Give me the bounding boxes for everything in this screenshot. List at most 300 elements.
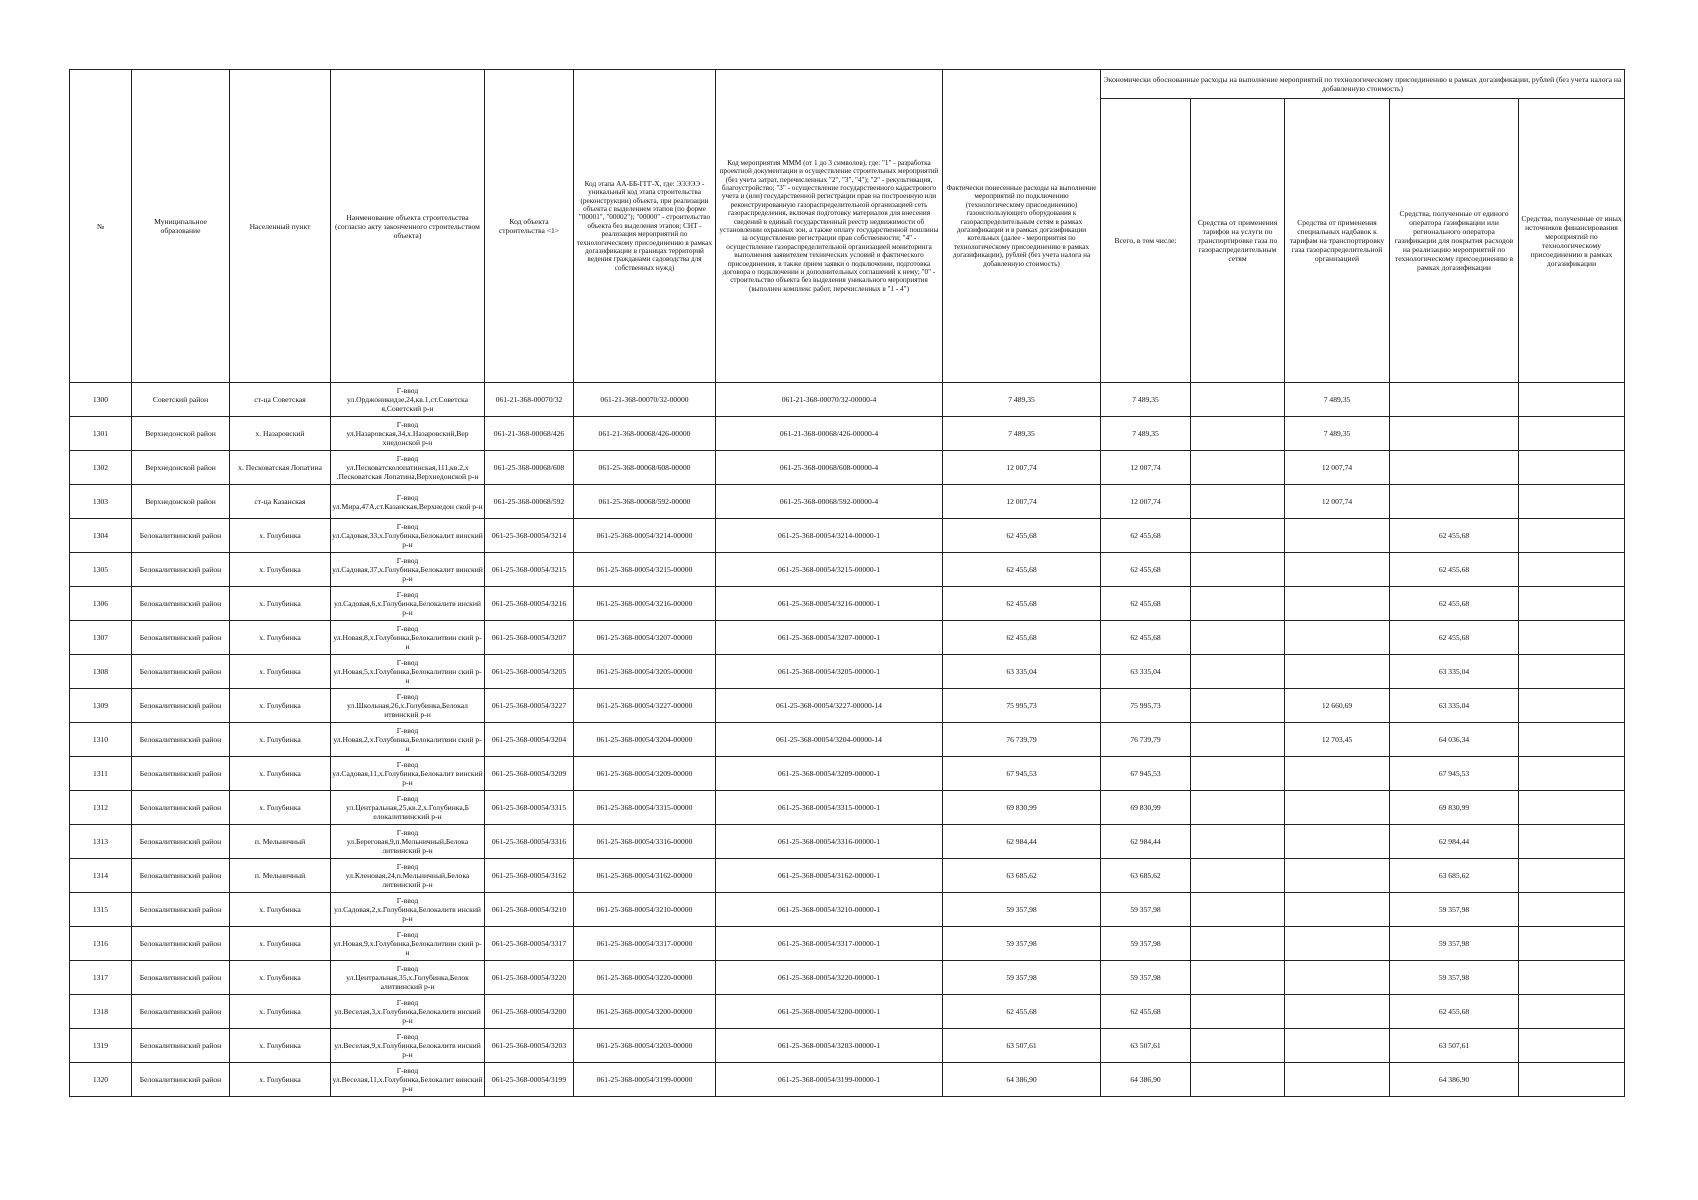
special-surcharge-cell	[1285, 553, 1390, 587]
header-settlement: Населенный пункт	[230, 70, 331, 383]
other-sources-cell	[1519, 995, 1625, 1029]
table-row	[70, 655, 1625, 689]
settlement-cell: х. Песковатская Лопатина	[230, 451, 331, 485]
row-number-cell: 1315	[70, 893, 132, 927]
special-surcharge-cell	[1285, 893, 1390, 927]
row-number-cell: 1317	[70, 961, 132, 995]
operator-funds-cell: 59 357,98	[1390, 893, 1519, 927]
special-surcharge-cell	[1285, 995, 1390, 1029]
settlement-cell: х. Голубинка	[230, 621, 331, 655]
object-type-label: Г-ввод	[396, 794, 419, 803]
activity-code-cell: 061-25-368-00068/608-00000-4	[716, 451, 943, 485]
object-type-label: Г-ввод	[396, 930, 419, 939]
special-surcharge-cell	[1285, 519, 1390, 553]
municipality-cell: Белокалитвинский район	[132, 859, 230, 893]
object-address: ул.Новая,9,х.Голубинка,Белокалитвин ский р-н	[333, 939, 482, 957]
stage-code-cell: 061-25-368-00054/3209-00000	[574, 757, 716, 791]
other-sources-cell	[1519, 961, 1625, 995]
actual-costs-cell: 12 007,74	[943, 485, 1101, 519]
header-activity-code: Код мероприятия МММ (от 1 до 3 символов), где: "1" - разработка проектной документации и осуществление строительных мероприятий (без учета затрат, перечисленных "2", "3", "4"); "2" - рекультивация, благоустройство; "3" - осуществление государственного кадастрового учета и (или) государственной регистрации прав на построенную или реконструированную газораспределительной организацией сеть газораспределения, включая подготовку материалов для внесения сведений в единый государственный реестр недвижимости об установлении охранных зон, а также оплату государственной пошлины за осуществление регистрации прав собственности; "4" - осуществление газораспределительной организацией мониторинга выполнения заявителем технических условий и фактического присоединения, в также прием заявки о подключении, подготовка договора о подключении и дополнительных соглашений к нему; "0" - строительство объекта без выделения уникального мероприятия (выполнен комплекс работ, перечисленных в "1 - 4")	[716, 70, 943, 383]
operator-funds-cell: 62 455,68	[1390, 995, 1519, 1029]
municipality-cell: Белокалитвинский район	[132, 791, 230, 825]
tariff-transport-cell	[1191, 621, 1285, 655]
total-cell: 75 995,73	[1101, 689, 1191, 723]
row-number-cell: 1301	[70, 417, 132, 451]
object-code-cell: 061-21-368-00070/32	[485, 383, 574, 417]
row-number-cell: 1308	[70, 655, 132, 689]
tariff-transport-cell	[1191, 995, 1285, 1029]
object-name-cell	[331, 519, 485, 553]
stage-code-cell: 061-25-368-00054/3205-00000	[574, 655, 716, 689]
table-row	[70, 995, 1625, 1029]
object-address: ул.Веселая,11,х.Голубинка,Белокалит винский р-н	[332, 1075, 483, 1093]
other-sources-cell	[1519, 1063, 1625, 1097]
header-tariff-transport: Средства от применения тарифов на услуги по транспортировке газа по газораспределительным сетям	[1191, 99, 1285, 383]
total-cell: 63 685,62	[1101, 859, 1191, 893]
tariff-transport-cell	[1191, 723, 1285, 757]
object-type-label: Г-ввод	[396, 726, 419, 735]
operator-funds-cell	[1390, 417, 1519, 451]
tariff-transport-cell	[1191, 1029, 1285, 1063]
other-sources-cell	[1519, 723, 1625, 757]
actual-costs-cell: 62 455,68	[943, 519, 1101, 553]
object-code-cell: 061-25-368-00068/592	[485, 485, 574, 519]
table-body	[70, 383, 1625, 1097]
special-surcharge-cell	[1285, 791, 1390, 825]
activity-code-cell: 061-25-368-00054/3199-00000-1	[716, 1063, 943, 1097]
stage-code-cell: 061-25-368-00054/3203-00000	[574, 1029, 716, 1063]
actual-costs-cell: 59 357,98	[943, 893, 1101, 927]
total-cell: 62 455,68	[1101, 553, 1191, 587]
other-sources-cell	[1519, 927, 1625, 961]
object-name-cell	[331, 621, 485, 655]
object-type-label: Г-ввод	[396, 420, 419, 429]
operator-funds-cell: 62 984,44	[1390, 825, 1519, 859]
object-type-label: Г-ввод	[396, 492, 419, 502]
table-row	[70, 485, 1625, 519]
stage-code-cell: 061-25-368-00054/3215-00000	[574, 553, 716, 587]
row-number-cell: 1306	[70, 587, 132, 621]
municipality-cell: Белокалитвинский район	[132, 587, 230, 621]
total-cell: 7 489,35	[1101, 417, 1191, 451]
activity-code-cell: 061-25-368-00054/3317-00000-1	[716, 927, 943, 961]
object-code-cell: 061-25-368-00054/3215	[485, 553, 574, 587]
municipality-cell: Белокалитвинский район	[132, 689, 230, 723]
tariff-transport-cell	[1191, 689, 1285, 723]
total-cell: 63 335,04	[1101, 655, 1191, 689]
table-row	[70, 451, 1625, 485]
object-code-cell: 061-25-368-00054/3316	[485, 825, 574, 859]
actual-costs-cell: 63 507,61	[943, 1029, 1101, 1063]
table-row	[70, 757, 1625, 791]
total-cell: 63 507,61	[1101, 1029, 1191, 1063]
table-row	[70, 927, 1625, 961]
operator-funds-cell: 64 036,34	[1390, 723, 1519, 757]
municipality-cell: Белокалитвинский район	[132, 621, 230, 655]
settlement-cell: х. Голубинка	[230, 1063, 331, 1097]
table-header	[70, 70, 1625, 383]
header-total: Всего, в том числе:	[1101, 99, 1191, 383]
activity-code-cell: 061-25-368-00054/3203-00000-1	[716, 1029, 943, 1063]
municipality-cell: Белокалитвинский район	[132, 825, 230, 859]
settlement-cell: п. Мельничный	[230, 859, 331, 893]
header-municipality: Муниципальное образование	[132, 70, 230, 383]
row-number-cell: 1309	[70, 689, 132, 723]
row-number-cell: 1303	[70, 485, 132, 519]
settlement-cell: х. Голубинка	[230, 757, 331, 791]
object-address: ул.Кленовая,24,п.Мельничный,Белока литвинский р-н	[345, 871, 470, 889]
other-sources-cell	[1519, 417, 1625, 451]
stage-code-cell: 061-25-368-00054/3210-00000	[574, 893, 716, 927]
object-name-cell	[331, 757, 485, 791]
object-name-cell	[331, 961, 485, 995]
tariff-transport-cell	[1191, 587, 1285, 621]
total-cell: 62 455,68	[1101, 621, 1191, 655]
actual-costs-cell: 62 455,68	[943, 621, 1101, 655]
tariff-transport-cell	[1191, 519, 1285, 553]
table-row	[70, 825, 1625, 859]
activity-code-cell: 061-25-368-00068/592-00000-4	[716, 485, 943, 519]
row-number-cell: 1320	[70, 1063, 132, 1097]
stage-code-cell: 061-25-368-00068/592-00000	[574, 485, 716, 519]
row-number-cell: 1314	[70, 859, 132, 893]
document-sheet	[69, 69, 1624, 1097]
object-name-cell	[331, 655, 485, 689]
object-code-cell: 061-25-368-00054/3210	[485, 893, 574, 927]
other-sources-cell	[1519, 553, 1625, 587]
settlement-cell: х. Назаровский	[230, 417, 331, 451]
actual-costs-cell: 69 830,99	[943, 791, 1101, 825]
table-row	[70, 519, 1625, 553]
tariff-transport-cell	[1191, 825, 1285, 859]
special-surcharge-cell	[1285, 1029, 1390, 1063]
settlement-cell: ст-ца Казанская	[230, 485, 331, 519]
other-sources-cell	[1519, 587, 1625, 621]
object-type-label: Г-ввод	[396, 998, 419, 1007]
table-row	[70, 553, 1625, 587]
total-cell: 62 455,68	[1101, 519, 1191, 553]
object-code-cell: 061-25-368-00054/3162	[485, 859, 574, 893]
object-type-label: Г-ввод	[396, 386, 419, 395]
object-code-cell: 061-25-368-00054/3209	[485, 757, 574, 791]
municipality-cell: Белокалитвинский район	[132, 757, 230, 791]
special-surcharge-cell	[1285, 927, 1390, 961]
actual-costs-cell: 63 685,62	[943, 859, 1101, 893]
actual-costs-cell: 12 007,74	[943, 451, 1101, 485]
row-number-cell: 1304	[70, 519, 132, 553]
object-name-cell	[331, 723, 485, 757]
total-cell: 67 945,53	[1101, 757, 1191, 791]
object-name-cell	[331, 893, 485, 927]
object-code-cell: 061-25-368-00054/3207	[485, 621, 574, 655]
settlement-cell: х. Голубинка	[230, 791, 331, 825]
object-name-cell	[331, 859, 485, 893]
object-type-label: Г-ввод	[396, 828, 419, 837]
other-sources-cell	[1519, 859, 1625, 893]
object-code-cell: 061-25-368-00054/3220	[485, 961, 574, 995]
other-sources-cell	[1519, 519, 1625, 553]
municipality-cell: Белокалитвинский район	[132, 927, 230, 961]
object-address: ул.Орджоникидзе,24,кв.1,ст.Советска я,Советский р-н	[346, 395, 469, 413]
table-row	[70, 587, 1625, 621]
object-code-cell: 061-25-368-00054/3317	[485, 927, 574, 961]
row-number-cell: 1312	[70, 791, 132, 825]
total-cell: 69 830,99	[1101, 791, 1191, 825]
object-type-label: Г-ввод	[396, 522, 419, 531]
header-justified-costs-group: Экономически обоснованные расходы на выполнение мероприятий по технологическому присоединению в рамках догазификации, рублей (без учета налога на добавленную стоимость)	[1101, 70, 1625, 99]
object-code-cell: 061-25-368-00054/3216	[485, 587, 574, 621]
table-row	[70, 1063, 1625, 1097]
stage-code-cell: 061-25-368-00054/3200-00000	[574, 995, 716, 1029]
special-surcharge-cell	[1285, 587, 1390, 621]
object-code-cell: 061-25-368-00054/3203	[485, 1029, 574, 1063]
settlement-cell: х. Голубинка	[230, 1029, 331, 1063]
activity-code-cell: 061-25-368-00054/3207-00000-1	[716, 621, 943, 655]
settlement-cell: ст-ца Советская	[230, 383, 331, 417]
stage-code-cell: 061-25-368-00054/3316-00000	[574, 825, 716, 859]
other-sources-cell	[1519, 893, 1625, 927]
total-cell: 62 455,68	[1101, 587, 1191, 621]
row-number-cell: 1316	[70, 927, 132, 961]
object-name-cell	[331, 791, 485, 825]
municipality-cell: Белокалитвинский район	[132, 519, 230, 553]
header-stage-code: Код этапа АА-ББ-ГГГ-Х, где: ЭЭЭЭЭ - уникальный код этапа строительства (реконструкции) объекта, при реализации объекта с выделением этапов (по форме "00001", "00002"); "00000" - строительство объекта без выделения этапов; СНТ - реализация мероприятий по технологическому присоединению в рамках догазификации в границах территорий ведения гражданами садоводства для собственных нужд)	[574, 70, 716, 383]
stage-code-cell: 061-25-368-00054/3162-00000	[574, 859, 716, 893]
stage-code-cell: 061-25-368-00054/3227-00000	[574, 689, 716, 723]
actual-costs-cell: 62 984,44	[943, 825, 1101, 859]
stage-code-cell: 061-21-368-00070/32-00000	[574, 383, 716, 417]
object-code-cell: 061-25-368-00054/3200	[485, 995, 574, 1029]
settlement-cell: х. Голубинка	[230, 723, 331, 757]
settlement-cell: п. Мельничный	[230, 825, 331, 859]
tariff-transport-cell	[1191, 961, 1285, 995]
tariff-transport-cell	[1191, 859, 1285, 893]
activity-code-cell: 061-25-368-00054/3205-00000-1	[716, 655, 943, 689]
operator-funds-cell: 64 386,90	[1390, 1063, 1519, 1097]
special-surcharge-cell: 12 007,74	[1285, 485, 1390, 519]
other-sources-cell	[1519, 825, 1625, 859]
actual-costs-cell: 7 489,35	[943, 383, 1101, 417]
activity-code-cell: 061-25-368-00054/3209-00000-1	[716, 757, 943, 791]
stage-code-cell: 061-25-368-00068/608-00000	[574, 451, 716, 485]
activity-code-cell: 061-25-368-00054/3162-00000-1	[716, 859, 943, 893]
special-surcharge-cell	[1285, 621, 1390, 655]
object-address: ул.Веселая,9,х.Голубинка,Белокалитв инский р-н	[334, 1041, 481, 1059]
operator-funds-cell	[1390, 383, 1519, 417]
object-type-label: Г-ввод	[396, 590, 419, 599]
activity-code-cell: 061-21-368-00068/426-00000-4	[716, 417, 943, 451]
municipality-cell: Белокалитвинский район	[132, 893, 230, 927]
object-name-cell	[331, 553, 485, 587]
special-surcharge-cell: 12 703,45	[1285, 723, 1390, 757]
total-cell: 59 357,98	[1101, 961, 1191, 995]
activity-code-cell: 061-25-368-00054/3316-00000-1	[716, 825, 943, 859]
stage-code-cell: 061-25-368-00054/3199-00000	[574, 1063, 716, 1097]
stage-code-cell: 061-25-368-00054/3204-00000	[574, 723, 716, 757]
row-number-cell: 1313	[70, 825, 132, 859]
object-address: ул.Береговая,9,п.Мельничный,Белока литвинский р-н	[346, 837, 469, 855]
actual-costs-cell: 75 995,73	[943, 689, 1101, 723]
table-row	[70, 893, 1625, 927]
object-name-cell	[331, 825, 485, 859]
object-address: ул.Веселая,3,х.Голубинка,Белокалитв инский р-н	[334, 1007, 481, 1025]
actual-costs-cell: 76 739,79	[943, 723, 1101, 757]
operator-funds-cell: 62 455,68	[1390, 553, 1519, 587]
table-row	[70, 417, 1625, 451]
object-code-cell: 061-25-368-00054/3205	[485, 655, 574, 689]
actual-costs-cell: 63 335,04	[943, 655, 1101, 689]
stage-code-cell: 061-25-368-00054/3216-00000	[574, 587, 716, 621]
tariff-transport-cell	[1191, 1063, 1285, 1097]
object-name-cell	[331, 587, 485, 621]
object-type-label: Г-ввод	[396, 624, 419, 633]
operator-funds-cell	[1390, 451, 1519, 485]
object-address: ул.Новая,8,х.Голубинка,Белокалитвин ский р-н	[333, 633, 482, 651]
special-surcharge-cell: 12 660,69	[1285, 689, 1390, 723]
settlement-cell: х. Голубинка	[230, 689, 331, 723]
table-row	[70, 1029, 1625, 1063]
object-name-cell	[331, 995, 485, 1029]
other-sources-cell	[1519, 757, 1625, 791]
header-actual-costs: Фактически понесенные расходы на выполнение мероприятий по подключению (технологическому присоединению) газоиспользующего оборудования к газораспределительным сетям в рамках догазификации и в рамках догазификации котельных (далее - мероприятия по технологическому присоединению в рамках догазификации), рублей (без учета налога на добавленную стоимость)	[943, 70, 1101, 383]
municipality-cell: Советский район	[132, 383, 230, 417]
special-surcharge-cell	[1285, 655, 1390, 689]
activity-code-cell: 061-25-368-00054/3200-00000-1	[716, 995, 943, 1029]
table-row	[70, 689, 1625, 723]
object-address: ул.Центральная,25,кв.2,х.Голубинка,Б елокалитвинский р-н	[346, 803, 469, 821]
object-type-label: Г-ввод	[396, 1032, 419, 1041]
activity-code-cell: 061-21-368-00070/32-00000-4	[716, 383, 943, 417]
total-cell: 12 007,74	[1101, 485, 1191, 519]
tariff-transport-cell	[1191, 757, 1285, 791]
settlement-cell: х. Голубинка	[230, 553, 331, 587]
object-address: ул.Садовая,33,х.Голубинка,Белокалит винский р-н	[332, 531, 483, 549]
actual-costs-cell: 62 455,68	[943, 587, 1101, 621]
activity-code-cell: 061-25-368-00054/3220-00000-1	[716, 961, 943, 995]
row-number-cell: 1300	[70, 383, 132, 417]
municipality-cell: Верхнедонской район	[132, 485, 230, 519]
object-code-cell: 061-21-368-00068/426	[485, 417, 574, 451]
object-type-label: Г-ввод	[396, 964, 419, 973]
actual-costs-cell: 64 386,90	[943, 1063, 1101, 1097]
stage-code-cell: 061-21-368-00068/426-00000	[574, 417, 716, 451]
settlement-cell: х. Голубинка	[230, 927, 331, 961]
stage-code-cell: 061-25-368-00054/3220-00000	[574, 961, 716, 995]
object-name-cell	[331, 927, 485, 961]
total-cell: 62 984,44	[1101, 825, 1191, 859]
object-address: ул.Садовая,6,х.Голубинка,Белокалитв инский р-н	[334, 599, 481, 617]
tariff-transport-cell	[1191, 553, 1285, 587]
other-sources-cell	[1519, 689, 1625, 723]
object-code-cell: 061-25-368-00054/3204	[485, 723, 574, 757]
total-cell: 62 455,68	[1101, 995, 1191, 1029]
operator-funds-cell: 59 357,98	[1390, 961, 1519, 995]
tariff-transport-cell	[1191, 791, 1285, 825]
object-name-cell	[331, 451, 485, 485]
stage-code-cell: 061-25-368-00054/3207-00000	[574, 621, 716, 655]
object-code-cell: 061-25-368-00068/608	[485, 451, 574, 485]
object-name-cell	[331, 383, 485, 417]
municipality-cell: Белокалитвинский район	[132, 961, 230, 995]
other-sources-cell	[1519, 451, 1625, 485]
actual-costs-cell: 59 357,98	[943, 961, 1101, 995]
activity-code-cell: 061-25-368-00054/3227-00000-14	[716, 689, 943, 723]
tariff-transport-cell	[1191, 927, 1285, 961]
object-code-cell: 061-25-368-00054/3315	[485, 791, 574, 825]
operator-funds-cell: 62 455,68	[1390, 621, 1519, 655]
object-name-cell	[331, 1063, 485, 1097]
operator-funds-cell: 69 830,99	[1390, 791, 1519, 825]
municipality-cell: Верхнедонской район	[132, 451, 230, 485]
object-type-label: Г-ввод	[396, 1066, 419, 1075]
settlement-cell: х. Голубинка	[230, 961, 331, 995]
object-address: ул.Садовая,2,х.Голубинка,Белокалитв инский р-н	[334, 905, 481, 923]
object-address: ул.Песковатсколопатинская,111,кв.2,х .Песковатская Лопатина,Верхнедонской р-н	[336, 463, 479, 481]
row-number-cell: 1318	[70, 995, 132, 1029]
municipality-cell: Белокалитвинский район	[132, 995, 230, 1029]
object-type-label: Г-ввод	[396, 760, 419, 769]
tariff-transport-cell	[1191, 417, 1285, 451]
row-number-cell: 1310	[70, 723, 132, 757]
object-type-label: Г-ввод	[396, 658, 419, 667]
object-name-cell	[331, 485, 485, 519]
object-name-cell	[331, 689, 485, 723]
object-name-cell	[331, 1029, 485, 1063]
object-address: ул.Мира,47А,ст.Казанская,Верхнедон ской р-н	[332, 501, 483, 511]
settlement-cell: х. Голубинка	[230, 995, 331, 1029]
municipality-cell: Белокалитвинский район	[132, 723, 230, 757]
row-number-cell: 1319	[70, 1029, 132, 1063]
stage-code-cell: 061-25-368-00054/3315-00000	[574, 791, 716, 825]
municipality-cell: Белокалитвинский район	[132, 655, 230, 689]
header-object-name: Наименование объекта строительства (согласно акту законченного строительством объекта)	[331, 70, 485, 383]
operator-funds-cell: 62 455,68	[1390, 587, 1519, 621]
other-sources-cell	[1519, 1029, 1625, 1063]
tariff-transport-cell	[1191, 383, 1285, 417]
actual-costs-cell: 67 945,53	[943, 757, 1101, 791]
other-sources-cell	[1519, 383, 1625, 417]
total-cell: 7 489,35	[1101, 383, 1191, 417]
table-row	[70, 383, 1625, 417]
activity-code-cell: 061-25-368-00054/3210-00000-1	[716, 893, 943, 927]
object-address: ул.Садовая,11,х.Голубинка,Белокалит винский р-н	[332, 769, 483, 787]
row-number-cell: 1302	[70, 451, 132, 485]
object-address: ул.Назаровская,34,х.Назаровский,Вер хнедонской р-н	[346, 429, 469, 447]
object-type-label: Г-ввод	[396, 862, 419, 871]
object-address: ул.Новая,5,х.Голубинка,Белокалитвин ский р-н	[333, 667, 482, 685]
other-sources-cell	[1519, 655, 1625, 689]
data-table	[69, 69, 1625, 1097]
object-name-cell	[331, 417, 485, 451]
object-address: ул.Садовая,37,х.Голубинка,Белокалит винский р-н	[332, 565, 483, 583]
header-other-sources: Средства, полученные от иных источников финансирования мероприятий по технологическому присоединению в рамках догазификации	[1519, 99, 1625, 383]
activity-code-cell: 061-25-368-00054/3214-00000-1	[716, 519, 943, 553]
other-sources-cell	[1519, 791, 1625, 825]
special-surcharge-cell	[1285, 961, 1390, 995]
settlement-cell: х. Голубинка	[230, 655, 331, 689]
header-operator-funds: Средства, полученные от единого оператора газификации или регионального оператора газификации для покрытия расходов на реализацию мероприятий по технологическому присоединению в рамках догазификации	[1390, 99, 1519, 383]
special-surcharge-cell: 7 489,35	[1285, 417, 1390, 451]
special-surcharge-cell	[1285, 757, 1390, 791]
tariff-transport-cell	[1191, 485, 1285, 519]
stage-code-cell: 061-25-368-00054/3317-00000	[574, 927, 716, 961]
tariff-transport-cell	[1191, 451, 1285, 485]
settlement-cell: х. Голубинка	[230, 587, 331, 621]
settlement-cell: х. Голубинка	[230, 519, 331, 553]
row-number-cell: 1311	[70, 757, 132, 791]
special-surcharge-cell	[1285, 1063, 1390, 1097]
activity-code-cell: 061-25-368-00054/3215-00000-1	[716, 553, 943, 587]
